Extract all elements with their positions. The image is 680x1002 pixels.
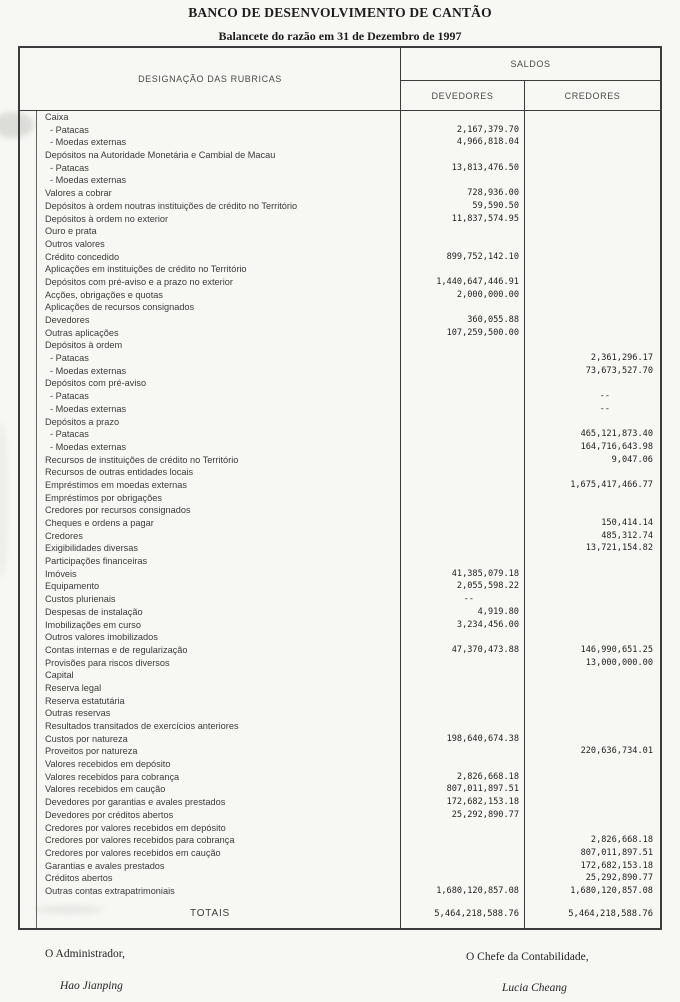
devedores-value <box>401 301 525 314</box>
devedores-value <box>401 466 525 479</box>
saldos-header-group <box>401 48 660 110</box>
rubrica-label: Credores por recursos consignados <box>20 504 401 517</box>
credores-value: 73,673,527.70 <box>585 365 653 376</box>
rubrica-label: - Moedas externas <box>20 441 401 454</box>
credores-value <box>525 251 660 264</box>
table-row <box>20 111 660 124</box>
credores-value <box>525 111 660 124</box>
table-row <box>20 162 660 175</box>
devedores-value <box>401 860 525 873</box>
devedores-value <box>401 339 525 352</box>
devedores-value <box>401 238 525 251</box>
credores-value: 164,716,643.98 <box>580 441 653 452</box>
accounting-chief-title: O Chefe da Contabilidade, <box>466 951 589 963</box>
table-row <box>20 847 660 860</box>
column-header-credores: CREDORES <box>564 90 621 101</box>
devedores-value <box>401 657 525 670</box>
table-row <box>20 289 660 302</box>
devedores-value <box>401 872 525 885</box>
credores-value <box>525 707 660 720</box>
devedores-value: 807,011,897.51 <box>401 783 525 796</box>
credores-value <box>525 720 660 733</box>
credores-value: 2,826,668.18 <box>590 835 653 846</box>
rubrica-label: Caixa <box>20 111 401 124</box>
credores-value <box>525 339 660 352</box>
credores-value <box>525 416 660 429</box>
table-row <box>20 174 660 187</box>
devedores-value <box>401 530 525 543</box>
credores-value: 172,682,153.18 <box>580 860 653 871</box>
table-row <box>20 682 660 695</box>
devedores-value: 11,837,574.95 <box>401 213 525 226</box>
devedores-value <box>401 834 525 847</box>
table-row <box>20 441 660 454</box>
rubrica-label: Proveitos por natureza <box>20 745 401 758</box>
rubrica-label: Custos plurienais <box>20 593 401 606</box>
totals-devedores-value: 5,464,218,588.76 <box>401 898 525 928</box>
devedores-value <box>401 631 525 644</box>
rubrica-label: Cheques e ordens a pagar <box>20 517 401 530</box>
rubrica-label: - Moedas externas <box>20 174 401 187</box>
table-row <box>20 352 660 365</box>
rubrica-label: - Patacas <box>20 162 401 175</box>
table-row <box>20 733 660 746</box>
table-row <box>20 428 660 441</box>
table-row <box>20 251 660 264</box>
table-row <box>20 403 660 416</box>
rubrica-label: Recursos de outras entidades locais <box>20 466 401 479</box>
table-row <box>20 124 660 137</box>
credores-value: -- <box>599 391 610 402</box>
rubrica-label: Depósitos à ordem <box>20 339 401 352</box>
credores-value: 25,292,890.77 <box>585 873 653 884</box>
rubrica-label: Créditos abertos <box>20 872 401 885</box>
rubrica-label: Depósitos com pré-aviso e a prazo no exterior <box>20 276 401 289</box>
table-body <box>20 111 660 898</box>
devedores-value <box>401 517 525 530</box>
scan-artifact <box>0 420 8 580</box>
devedores-value: 3,234,456.00 <box>401 619 525 632</box>
credores-value <box>525 758 660 771</box>
devedores-value <box>401 758 525 771</box>
devedores-value <box>401 365 525 378</box>
totals-label: TOTAIS <box>20 898 401 928</box>
credores-value <box>525 555 660 568</box>
rubrica-label: Credores por valores recebidos para cobrança <box>20 834 401 847</box>
rubrica-label: Ouro e prata <box>20 225 401 238</box>
devedores-value: 2,826,668.18 <box>401 771 525 784</box>
table-row <box>20 644 660 657</box>
devedores-value: 728,936.00 <box>401 187 525 200</box>
devedores-value <box>401 479 525 492</box>
rubrica-label: - Patacas <box>20 390 401 403</box>
table-row <box>20 339 660 352</box>
rubrica-label: Devedores por créditos abertos <box>20 809 401 822</box>
table-row <box>20 860 660 873</box>
rubrica-label: - Patacas <box>20 428 401 441</box>
rubrica-label: - Moedas externas <box>20 403 401 416</box>
table-row <box>20 822 660 835</box>
credores-value <box>525 225 660 238</box>
devedores-value <box>401 416 525 429</box>
credores-value <box>525 669 660 682</box>
rubrica-label: Provisões para riscos diversos <box>20 657 401 670</box>
rubrica-label: Imobilizações em curso <box>20 619 401 632</box>
table-row <box>20 606 660 619</box>
table-row <box>20 555 660 568</box>
accounting-chief-name: Lucia Cheang <box>502 982 567 994</box>
table-row <box>20 314 660 327</box>
credores-value <box>525 263 660 276</box>
rubrica-label: Aplicações em instituições de crédito no Território <box>20 263 401 276</box>
credores-value: 220,636,734.01 <box>580 746 653 757</box>
table-lower <box>20 111 660 928</box>
devedores-value <box>401 263 525 276</box>
table-row <box>20 695 660 708</box>
credores-value <box>525 809 660 822</box>
devedores-value <box>401 454 525 467</box>
table-row <box>20 479 660 492</box>
devedores-value <box>401 492 525 505</box>
rubrica-label: Outras aplicações <box>20 327 401 340</box>
credores-value <box>525 466 660 479</box>
rubrica-label: Imóveis <box>20 568 401 581</box>
credores-value: 9,047.06 <box>611 454 653 465</box>
rubrica-label: Depósitos na Autoridade Monetária e Cambial de Macau <box>20 149 401 162</box>
credores-value <box>525 783 660 796</box>
table-row <box>20 619 660 632</box>
rubrica-label: Devedores <box>20 314 401 327</box>
table-row <box>20 416 660 429</box>
table-row <box>20 365 660 378</box>
rubrica-label: Reserva estatutária <box>20 695 401 708</box>
credores-value: 465,121,873.40 <box>580 429 653 440</box>
totals-credores-value: 5,464,218,588.76 <box>568 909 653 920</box>
rubrica-label: Recursos de instituições de crédito no Território <box>20 454 401 467</box>
table-row <box>20 669 660 682</box>
table-row <box>20 454 660 467</box>
devedores-value: 47,370,473.88 <box>401 644 525 657</box>
credores-value: 1,680,120,857.08 <box>570 885 653 896</box>
rubrica-label: Empréstimos em moedas externas <box>20 479 401 492</box>
rubrica-label: - Moedas externas <box>20 365 401 378</box>
devedores-value <box>401 707 525 720</box>
table-row <box>20 200 660 213</box>
table-row <box>20 390 660 403</box>
devedores-value <box>401 377 525 390</box>
rubrica-label: Valores a cobrar <box>20 187 401 200</box>
rubrica-label: Garantias e avales prestados <box>20 860 401 873</box>
credores-value <box>525 682 660 695</box>
devedores-value <box>401 504 525 517</box>
table-row <box>20 593 660 606</box>
bank-title: BANCO DE DESENVOLVIMENTO DE CANTÃO <box>188 5 492 20</box>
rubrica-label: - Patacas <box>20 352 401 365</box>
devedores-value: 59,590.50 <box>401 200 525 213</box>
rubrica-label: Custos por natureza <box>20 733 401 746</box>
rubrica-label: Contas internas e de regularização <box>20 644 401 657</box>
rubrica-label: Empréstimos por obrigações <box>20 492 401 505</box>
credores-value: 13,721,154.82 <box>585 543 653 554</box>
column-header-devedores: DEVEDORES <box>401 81 525 110</box>
devedores-value: 2,055,598.22 <box>401 580 525 593</box>
devedores-value: 4,919.80 <box>401 606 525 619</box>
rubrica-label: Outros valores imobilizados <box>20 631 401 644</box>
devedores-value <box>401 542 525 555</box>
administrator-name: Hao Jianping <box>60 980 123 992</box>
credores-value <box>525 149 660 162</box>
table-row <box>20 885 660 898</box>
devedores-value: 172,682,153.18 <box>401 796 525 809</box>
rubrica-label: - Moedas externas <box>20 136 401 149</box>
rubrica-label: Depósitos a prazo <box>20 416 401 429</box>
table-row <box>20 707 660 720</box>
rubrica-label: Credores por valores recebidos em caução <box>20 847 401 860</box>
credores-value: 146,990,651.25 <box>580 644 653 655</box>
credores-value: 1,675,417,466.77 <box>570 479 653 490</box>
table-row <box>20 466 660 479</box>
table-row <box>20 771 660 784</box>
table-row <box>20 580 660 593</box>
balance-table <box>18 46 662 930</box>
devedores-value: 360,055.88 <box>401 314 525 327</box>
table-row <box>20 492 660 505</box>
rubrica-label: Credores <box>20 530 401 543</box>
devedores-value <box>401 441 525 454</box>
rubrica-label: Outros valores <box>20 238 401 251</box>
devedores-value <box>401 555 525 568</box>
rubrica-label: Outras reservas <box>20 707 401 720</box>
rubrica-label: Depósitos com pré-aviso <box>20 377 401 390</box>
credores-value <box>525 822 660 835</box>
credores-value <box>525 200 660 213</box>
rubrica-label: Depósitos à ordem no exterior <box>20 213 401 226</box>
devedores-value <box>401 174 525 187</box>
credores-value <box>525 796 660 809</box>
table-row <box>20 720 660 733</box>
table-row <box>20 758 660 771</box>
rubrica-label: Credores por valores recebidos em depósito <box>20 822 401 835</box>
credores-value: 150,414.14 <box>601 518 653 528</box>
rubrica-label: Resultados transitados de exercícios anteriores <box>20 720 401 733</box>
devedores-value: 2,167,379.70 <box>401 124 525 137</box>
devedores-value: 2,000,000.00 <box>401 289 525 302</box>
credores-value <box>525 187 660 200</box>
credores-value <box>525 238 660 251</box>
table-row <box>20 834 660 847</box>
table-row <box>20 301 660 314</box>
administrator-title: O Administrador, <box>45 948 126 960</box>
devedores-value <box>401 669 525 682</box>
rubrica-label: - Patacas <box>20 124 401 137</box>
rubrica-label: Participações financeiras <box>20 555 401 568</box>
table-row <box>20 657 660 670</box>
devedores-value <box>401 695 525 708</box>
devedores-value: -- <box>401 593 525 606</box>
devedores-value <box>401 682 525 695</box>
table-row <box>20 276 660 289</box>
devedores-value <box>401 847 525 860</box>
rubrica-label: Devedores por garantias e avales prestados <box>20 796 401 809</box>
devedores-value <box>401 111 525 124</box>
devedores-value: 1,680,120,857.08 <box>401 885 525 898</box>
table-row <box>20 631 660 644</box>
table-row <box>20 377 660 390</box>
table-header <box>20 48 660 111</box>
credores-value <box>525 314 660 327</box>
table-row <box>20 187 660 200</box>
devedores-value <box>401 428 525 441</box>
devedores-value: 25,292,890.77 <box>401 809 525 822</box>
rubrica-label: Valores recebidos em depósito <box>20 758 401 771</box>
credores-value <box>525 136 660 149</box>
credores-value <box>525 174 660 187</box>
devedores-value: 1,440,647,446.91 <box>401 276 525 289</box>
table-row <box>20 568 660 581</box>
table-row <box>20 238 660 251</box>
rubrica-label: Depósitos à ordem noutras instituições de crédito no Território <box>20 200 401 213</box>
credores-value <box>525 619 660 632</box>
devedores-value: 198,640,674.38 <box>401 733 525 746</box>
table-row <box>20 136 660 149</box>
credores-value <box>525 733 660 746</box>
devedores-value <box>401 403 525 416</box>
table-row <box>20 809 660 822</box>
table-row <box>20 149 660 162</box>
credores-value: 807,011,897.51 <box>580 847 653 858</box>
rubrica-label: Equipamento <box>20 580 401 593</box>
table-row <box>20 263 660 276</box>
credores-value <box>525 631 660 644</box>
table-row <box>20 872 660 885</box>
table-row <box>20 225 660 238</box>
devedores-value <box>401 390 525 403</box>
statement-subtitle: Balancete do razão em 31 de Dezembro de 1997 <box>218 29 462 43</box>
devedores-value <box>401 352 525 365</box>
table-row <box>20 530 660 543</box>
devedores-value <box>401 149 525 162</box>
rubrica-label: Valores recebidos em caução <box>20 783 401 796</box>
rubrica-label: Valores recebidos para cobrança <box>20 771 401 784</box>
table-row <box>20 213 660 226</box>
credores-value <box>525 580 660 593</box>
credores-value <box>525 213 660 226</box>
credores-value <box>525 593 660 606</box>
devedores-value: 41,385,079.18 <box>401 568 525 581</box>
rubrica-label: Despesas de instalação <box>20 606 401 619</box>
credores-value <box>525 289 660 302</box>
devedores-value <box>401 225 525 238</box>
table-row <box>20 542 660 555</box>
credores-value <box>525 492 660 505</box>
table-row <box>20 783 660 796</box>
devedores-value <box>401 745 525 758</box>
table-row <box>20 796 660 809</box>
credores-value <box>525 276 660 289</box>
table-row <box>20 327 660 340</box>
credores-value: -- <box>599 403 610 414</box>
credores-value <box>525 504 660 517</box>
credores-value <box>525 568 660 581</box>
table-row <box>20 504 660 517</box>
devedores-value: 107,259,500.00 <box>401 327 525 340</box>
credores-value <box>525 124 660 137</box>
devedores-value: 899,752,142.10 <box>401 251 525 264</box>
saldos-subcolumns <box>401 81 660 110</box>
rubrica-label: Exigibilidades diversas <box>20 542 401 555</box>
rubrica-label: Reserva legal <box>20 682 401 695</box>
table-row <box>20 745 660 758</box>
table-row <box>20 517 660 530</box>
rubrica-label: Capital <box>20 669 401 682</box>
credores-value: 13,000,000.00 <box>585 657 653 668</box>
credores-value <box>525 606 660 619</box>
credores-value: 485,312.74 <box>601 530 653 541</box>
devedores-value <box>401 822 525 835</box>
credores-value <box>525 327 660 340</box>
credores-value: 2,361,296.17 <box>590 353 653 364</box>
credores-value <box>525 771 660 784</box>
column-header-designacao: DESIGNAÇÃO DAS RUBRICAS <box>20 48 401 110</box>
totals-row <box>20 898 660 928</box>
rubrica-label: Aplicações de recursos consignados <box>20 301 401 314</box>
devedores-value: 13,813,476.50 <box>401 162 525 175</box>
devedores-value: 4,966,818.04 <box>401 136 525 149</box>
credores-value <box>525 301 660 314</box>
column-header-saldos: SALDOS <box>401 48 660 81</box>
credores-value <box>525 377 660 390</box>
rubrica-label: Crédito concedido <box>20 251 401 264</box>
rubrica-label: Acções, obrigações e quotas <box>20 289 401 302</box>
credores-value <box>525 162 660 175</box>
devedores-value <box>401 720 525 733</box>
credores-value <box>525 695 660 708</box>
rubrica-label: Outras contas extrapatrimoniais <box>20 885 401 898</box>
